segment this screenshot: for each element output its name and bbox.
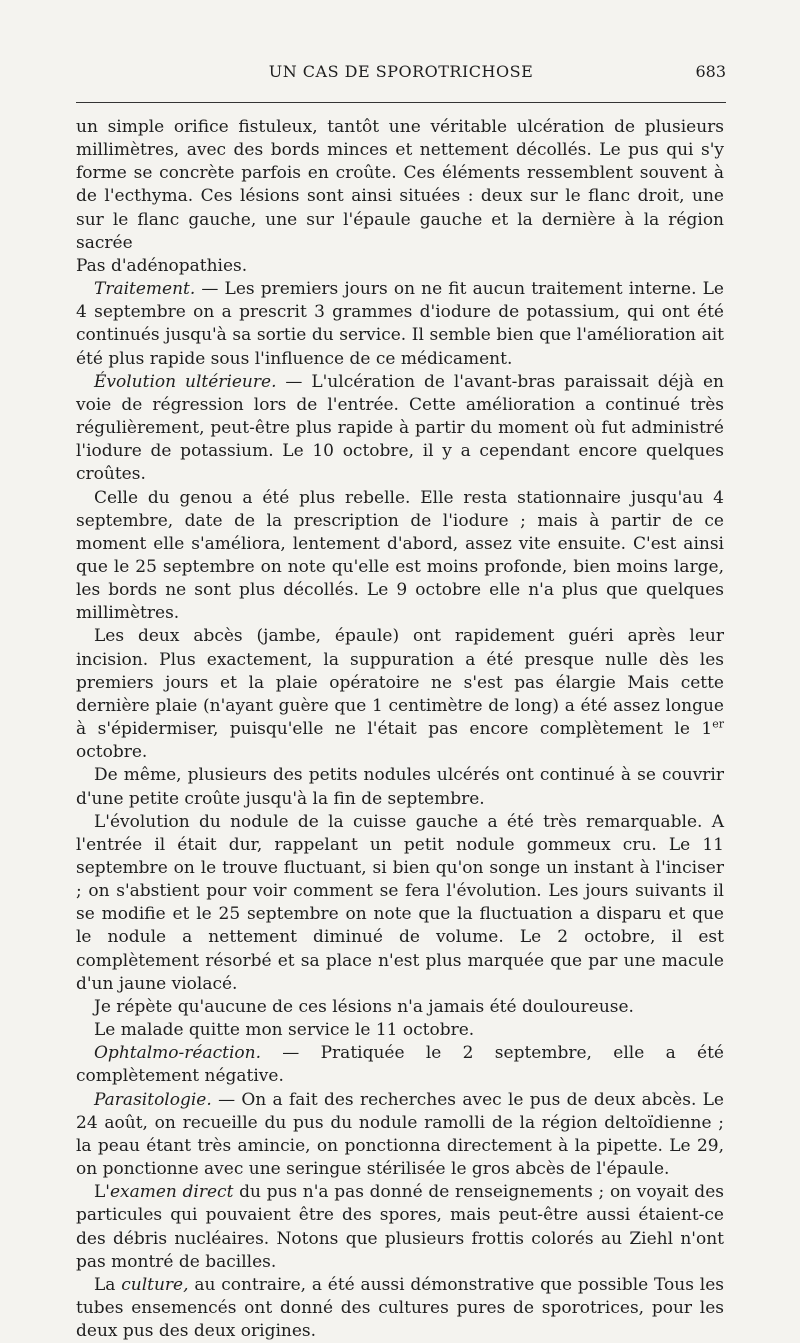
paragraph-ophtalmo: [76, 1042, 724, 1088]
section-label: examen direct: [109, 1182, 234, 1203]
paragraph-nodules: [76, 764, 724, 810]
paragraph-text: La: [94, 1274, 122, 1295]
paragraph-examen: [76, 1181, 724, 1274]
paragraph-text: — L'ulcération de l'avant-bras paraissait déjà en voie de régression lors de l'entrée. Cette amélioration a continué très régulièrement, peut-être plus rapide à partir du moment où fut administré l'iodure de potassium. Le 10 octobre, il y a cependant encore quelques croûtes.: [76, 371, 725, 485]
superscript: er: [712, 717, 724, 731]
paragraph-parasitologie: [76, 1089, 724, 1182]
paragraph-evolution: [76, 371, 724, 487]
paragraph-traitement: [76, 278, 724, 371]
paragraph-text: du pus n'a pas donné de renseignements ; on voyait des particules qui pouvaient être des spores, mais peut-être aussi étaient-ce des débris nucléaires. Notons que plusieurs frottis colorés au Ziehl n'ont pas montré de bacilles.: [76, 1182, 724, 1272]
section-label: Ophtalmo-réaction.: [94, 1043, 261, 1064]
paragraph-sortie: [76, 1019, 724, 1042]
paragraph-text: au contraire, a été aussi démonstrative que possible Tous les tubes ensemencés ont donné des cultures pures de sporotrices, pour les deux pus des deux origines.: [76, 1274, 724, 1342]
section-label: Traitement.: [94, 279, 196, 300]
paragraph-text: L': [94, 1182, 110, 1203]
paragraph-text: un simple orifice fistuleux, tantôt une véritable ulcération de plusieurs millimètres, avec des bords minces et nettement décollés. Le pus qui s'y forme se concrète parfois en croûte. Ces éléments ressemblent souvent à de l'ecthyma. Ces lésions sont ainsi situées : deux sur le flanc droit, une sur le flanc gauche, une sur l'épaule gauche et la dernière à la région sacrée: [76, 117, 724, 253]
paragraph-adenopathies: [76, 255, 724, 278]
page-number: 683: [695, 62, 726, 81]
paragraph-lesions: [76, 116, 724, 255]
paragraph-douleur: [76, 996, 724, 1019]
paragraph-text: Celle du genou a été plus rebelle. Elle resta stationnaire jusqu'au 4 septembre, date de la prescription de l'iodure ; mais à partir de ce moment elle s'améliora, lentement d'abord, assez vite ensuite. C'est ainsi que le 25 septembre on note qu'elle est moins profonde, bien moins large, les bords ne sont plus décollés. Le 9 octobre elle n'a plus que quelques millimètres.: [76, 487, 724, 624]
page-header: [76, 62, 726, 88]
paragraph-text: L'évolution du nodule de la cuisse gauche a été très remarquable. A l'entrée il était dur, rappelant un petit nodule gommeux cru. Le 11 septembre on le trouve fluctuant, si bien qu'on songe un instant à l'inciser ; on s'abstient pour voir comment se fera l'évolution. Les jours suivants il se modifie et le 25 septembre on note que la fluctuation a disparu et que le nodule a nettement diminué de volume. Le 2 octobre, il est complètement résorbé et sa place n'est plus marquée que par une macule d'un jaune violacé.: [76, 811, 724, 994]
paragraph-text: De même, plusieurs des petits nodules ulcérés ont continué à se couvrir d'une petite croûte jusqu'à la fin de septembre.: [76, 765, 724, 809]
section-label: Parasitologie.: [94, 1089, 212, 1110]
body-text: [76, 116, 724, 1343]
paragraph-genou: [76, 487, 724, 626]
header-divider: [76, 102, 726, 103]
paragraph-text: Le malade quitte mon service le 11 octobre.: [94, 1020, 475, 1041]
paragraph-text: Pas d'adénopathies.: [76, 255, 248, 276]
paragraph-culture: [76, 1274, 724, 1343]
section-label: Évolution ultérieure.: [94, 371, 277, 392]
paragraph-text: — Pratiquée le 2 septembre, elle a été complètement négative.: [76, 1043, 724, 1087]
paragraph-text: octobre.: [76, 742, 148, 763]
paragraph-text: — On a fait des recherches avec le pus de deux abcès. Le 24 août, on recueille du pus du nodule ramolli de la région deltoïdienne ; la peau étant très amincie, on ponctionna directement à la pipette. Le 29, on ponctionne avec une seringue stérilisée le gros abcès de l'épaule.: [76, 1089, 724, 1180]
section-label: culture,: [121, 1274, 189, 1295]
paragraph-abces: [76, 625, 724, 764]
paragraph-text: — Les premiers jours on ne fit aucun traitement interne. Le 4 septembre on a prescrit 3 grammes d'iodure de potassium, qui ont été continués jusqu'à sa sortie du service. Il semble bien que l'amélioration ait été plus rapide sous l'influence de ce médicament.: [76, 279, 724, 369]
paragraph-cuisse: [76, 811, 724, 996]
paragraph-text: Les deux abcès (jambe, épaule) ont rapidement guéri après leur incision. Plus exactement, la suppuration a été presque nulle dès les premiers jours et la plaie opératoire ne s'est pas élargie Mais cette dernière plaie (n'ayant guère que 1 centimètre de long) a été assez longue à s'épidermiser, puisqu'elle ne l'était pas encore complètement le 1: [76, 626, 724, 740]
paragraph-text: Je répète qu'aucune de ces lésions n'a jamais été douloureuse.: [94, 996, 634, 1017]
running-title: UN CAS DE SPOROTRICHOSE: [268, 62, 534, 81]
